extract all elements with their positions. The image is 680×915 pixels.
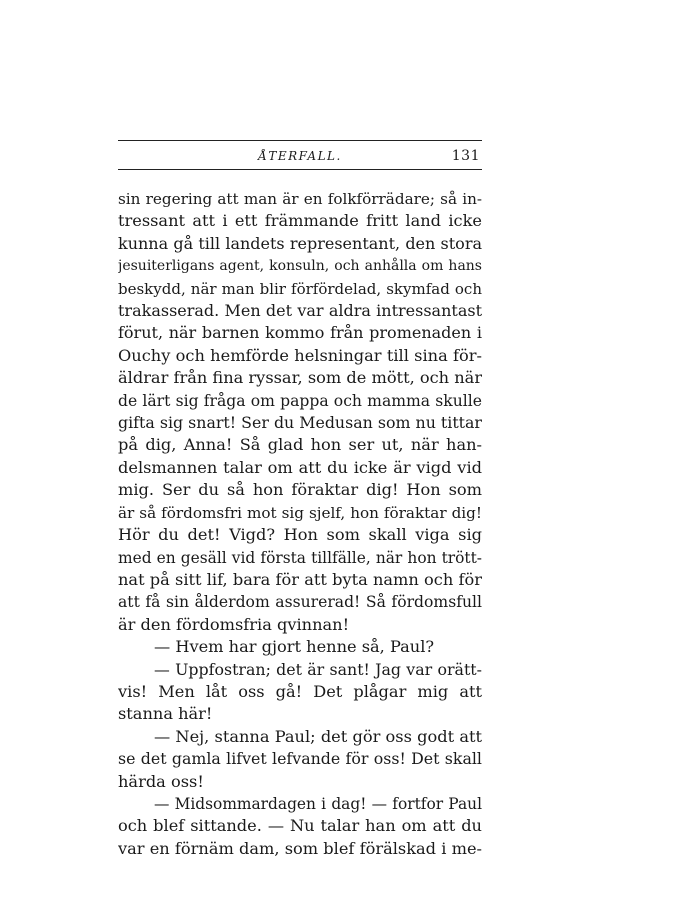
text-line: Ouchy och hemförde helsningar till sina för-: [118, 345, 482, 365]
book-page: [118, 140, 482, 860]
text-line: — Uppfostran; det är sant! Jag var orätt-: [154, 659, 482, 679]
text-line: trakasserad. Men det var aldra intressantast: [118, 301, 482, 321]
text-line: kunna gå till landets representant, den stora: [118, 233, 482, 253]
text-line: sin regering att man är en folkförrädare; så in-: [118, 190, 482, 208]
text-line: med en gesäll vid första tillfälle, när hon trött-: [118, 548, 482, 567]
text-line: delsmannen talar om att du icke är vigd vid: [118, 457, 482, 477]
text-line: — Nej, stanna Paul; det gör oss godt att: [154, 726, 482, 746]
text-line: Hör du det! Vigd? Hon som skall viga sig: [118, 525, 482, 545]
text-line: härda oss!: [118, 771, 204, 791]
text-line: beskydd, när man blir förfördelad, skymfad och: [118, 279, 482, 298]
text-line: jesuiterligans agent, konsuln, och anhålla om hans: [118, 258, 482, 275]
text-line: är den fördomsfria qvinnan!: [118, 614, 350, 634]
text-line: var en förnäm dam, som blef förälskad i me-: [118, 838, 482, 858]
text-line: att få sin ålderdom assurerad! Så fördomsfull: [118, 593, 482, 612]
running-title: ÅTERFALL.: [258, 149, 342, 163]
text-line: — Midsommardagen i dag! — fortfor Paul: [154, 794, 482, 813]
text-line: tressant att i ett främmande fritt land icke: [118, 211, 482, 231]
page-number: 131: [451, 148, 480, 164]
text-line: på dig, Anna! Så glad hon ser ut, när han-: [118, 435, 482, 455]
text-line: mig. Ser du så hon föraktar dig! Hon som: [118, 480, 482, 500]
text-line: gifta sig snart! Ser du Medusan som nu tittar: [118, 413, 482, 433]
text-line: vis! Men låt oss gå! Det plågar mig att: [118, 681, 482, 701]
text-line: och blef sittande. — Nu talar han om att du: [118, 816, 482, 836]
text-line: stanna här!: [118, 704, 213, 724]
text-line: äldrar från fina ryssar, som de mött, och när: [118, 368, 482, 388]
text-line: — Hvem har gjort henne så, Paul?: [154, 637, 435, 657]
text-line: nat på sitt lif, bara för att byta namn och för: [118, 569, 482, 589]
header-rule-top: [118, 140, 482, 141]
body-text: [118, 188, 482, 860]
text-line: är så fördomsfri mot sig sjelf, hon föraktar dig!: [118, 503, 482, 522]
running-head: [118, 147, 482, 167]
text-line: förut, när barnen kommo från promenaden i: [118, 323, 482, 343]
text-line: se det gamla lifvet lefvande för oss! Det skall: [118, 749, 482, 769]
text-line: de lärt sig fråga om pappa och mamma skulle: [118, 391, 482, 410]
header-rule-bottom: [118, 169, 482, 170]
